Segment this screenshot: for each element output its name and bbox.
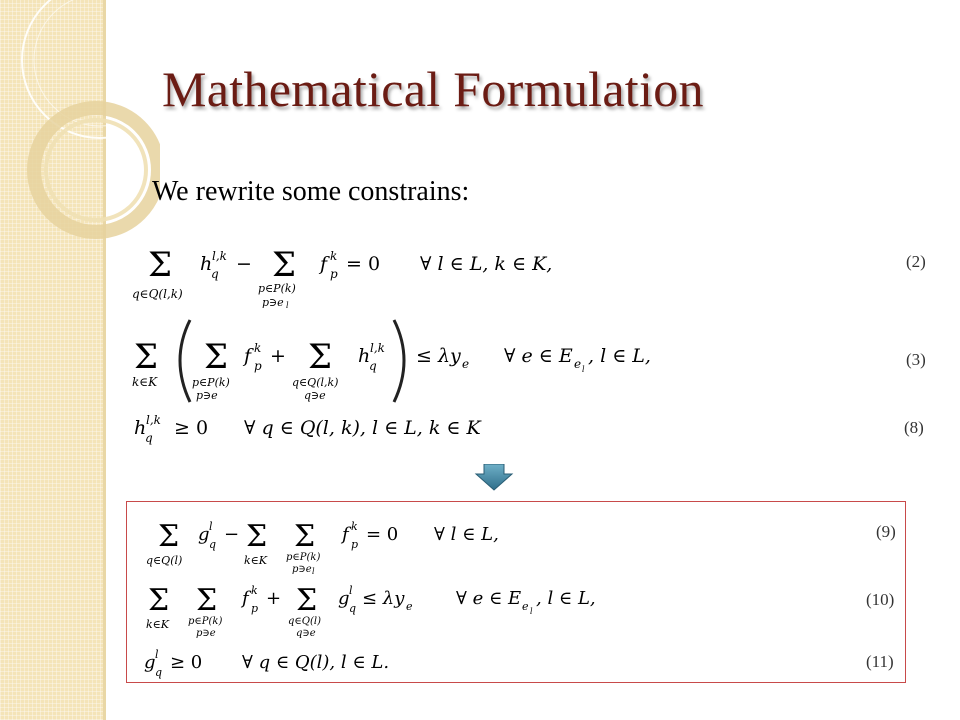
svg-text:q∈Q(l): q∈Q(l) bbox=[288, 616, 322, 627]
svg-text:q∈Q(l,k): q∈Q(l,k) bbox=[132, 287, 183, 301]
svg-text:q: q bbox=[211, 267, 219, 281]
svg-text:p∋e: p∋e bbox=[292, 564, 312, 575]
svg-text:∀ l ∈ L,: ∀ l ∈ L, bbox=[434, 524, 499, 545]
svg-text:p∈P(k): p∈P(k) bbox=[188, 616, 223, 627]
svg-text:Σ: Σ bbox=[204, 337, 229, 377]
svg-text:≤ λy: ≤ λy bbox=[416, 345, 461, 367]
svg-text:p: p bbox=[251, 602, 259, 615]
svg-text:q∋e: q∋e bbox=[304, 389, 326, 402]
equation-8-number: (8) bbox=[904, 418, 924, 437]
svg-text:p∈P(k): p∈P(k) bbox=[192, 376, 230, 389]
svg-text:≥ 0: ≥ 0 bbox=[174, 417, 209, 439]
svg-text:Σ: Σ bbox=[148, 245, 173, 285]
svg-text:Σ: Σ bbox=[158, 519, 180, 554]
svg-text:∀ e ∈ E: ∀ e ∈ E bbox=[504, 345, 573, 367]
svg-text:q: q bbox=[209, 538, 217, 551]
svg-text:Σ: Σ bbox=[246, 519, 268, 554]
svg-text:k∈K: k∈K bbox=[132, 375, 158, 389]
svg-text:f: f bbox=[320, 253, 328, 275]
svg-text:k: k bbox=[254, 341, 262, 355]
equation-9 bbox=[146, 512, 526, 582]
svg-text:q∋e: q∋e bbox=[296, 628, 316, 639]
svg-text:∀ q ∈ Q(l), l ∈ L.: ∀ q ∈ Q(l), l ∈ L. bbox=[242, 652, 390, 673]
svg-text:Σ: Σ bbox=[296, 583, 318, 618]
down-arrow-icon bbox=[474, 464, 514, 492]
svg-text:q: q bbox=[155, 666, 163, 679]
svg-text:g: g bbox=[144, 652, 156, 673]
svg-text:l: l bbox=[312, 567, 315, 576]
svg-text:h: h bbox=[200, 253, 213, 275]
equation-3 bbox=[132, 316, 692, 410]
equation-9-number: (9) bbox=[876, 522, 896, 541]
svg-text:l: l bbox=[155, 648, 159, 661]
svg-text:Σ: Σ bbox=[148, 583, 170, 618]
svg-text:Σ: Σ bbox=[272, 245, 297, 285]
equation-2 bbox=[132, 240, 592, 312]
svg-text:e: e bbox=[522, 600, 529, 613]
svg-text:k: k bbox=[330, 249, 338, 263]
svg-text:f: f bbox=[242, 588, 249, 609]
svg-text:e: e bbox=[406, 600, 413, 613]
decorative-side-band bbox=[0, 0, 106, 720]
svg-text:f: f bbox=[244, 345, 252, 367]
svg-text:∀ e ∈ E: ∀ e ∈ E bbox=[456, 588, 522, 609]
svg-text:q: q bbox=[145, 431, 153, 445]
svg-text:p∈P(k): p∈P(k) bbox=[286, 552, 321, 563]
svg-text:−: − bbox=[236, 253, 252, 275]
svg-text:∀ l ∈ L, k ∈ K,: ∀ l ∈ L, k ∈ K, bbox=[420, 253, 553, 275]
svg-text:l: l bbox=[209, 520, 213, 533]
svg-text:l: l bbox=[286, 301, 289, 308]
svg-text:Σ: Σ bbox=[134, 337, 159, 377]
svg-text:p: p bbox=[351, 538, 359, 551]
svg-text:e: e bbox=[462, 357, 470, 371]
svg-text:≥ 0: ≥ 0 bbox=[170, 652, 203, 673]
svg-text:l,k: l,k bbox=[370, 341, 385, 355]
svg-text:h: h bbox=[134, 417, 147, 439]
svg-text:k∈K: k∈K bbox=[146, 618, 170, 631]
svg-text:l: l bbox=[582, 365, 585, 374]
svg-text:Σ: Σ bbox=[308, 337, 333, 377]
svg-text:, l ∈ L,: , l ∈ L, bbox=[536, 588, 596, 609]
svg-text:l,k: l,k bbox=[212, 249, 227, 263]
svg-text:l: l bbox=[349, 584, 353, 597]
svg-text:e: e bbox=[574, 357, 582, 371]
svg-text:p∋e: p∋e bbox=[196, 628, 216, 639]
svg-text:+: + bbox=[270, 345, 286, 367]
svg-text:g: g bbox=[338, 588, 350, 609]
equation-3-number: (3) bbox=[906, 350, 926, 369]
svg-text:q∈Q(l,k): q∈Q(l,k) bbox=[292, 376, 339, 389]
equation-10 bbox=[146, 576, 626, 646]
svg-text:, l ∈ L,: , l ∈ L, bbox=[588, 345, 651, 367]
svg-text:Σ: Σ bbox=[196, 583, 218, 618]
equation-11-number: (11) bbox=[866, 652, 894, 671]
svg-text:p: p bbox=[330, 267, 338, 281]
intro-text: We rewrite some constrains: bbox=[152, 176, 470, 207]
equation-10-number: (10) bbox=[866, 590, 895, 609]
equation-11 bbox=[144, 646, 444, 684]
svg-text:f: f bbox=[342, 524, 349, 545]
svg-text:k: k bbox=[251, 584, 258, 597]
svg-text:+: + bbox=[266, 588, 282, 609]
svg-text:q: q bbox=[349, 602, 357, 615]
svg-text:l,k: l,k bbox=[146, 413, 161, 427]
svg-text:k: k bbox=[351, 520, 358, 533]
svg-text:≤ λy: ≤ λy bbox=[362, 588, 405, 609]
svg-text:l: l bbox=[530, 607, 533, 616]
svg-text:q∈Q(l): q∈Q(l) bbox=[146, 554, 183, 567]
svg-text:= 0: = 0 bbox=[346, 253, 381, 275]
svg-text:= 0: = 0 bbox=[366, 524, 399, 545]
svg-text:k∈K: k∈K bbox=[244, 554, 268, 567]
slide-title: Mathematical Formulation bbox=[162, 61, 704, 117]
svg-text:p∋e: p∋e bbox=[262, 296, 284, 308]
svg-text:h: h bbox=[358, 345, 371, 367]
svg-text:q: q bbox=[369, 359, 377, 373]
svg-text:Σ: Σ bbox=[294, 519, 316, 554]
svg-text:p∋e: p∋e bbox=[196, 389, 218, 402]
svg-text:−: − bbox=[224, 524, 240, 545]
svg-text:p: p bbox=[254, 359, 262, 373]
svg-text:g: g bbox=[198, 524, 210, 545]
svg-text:p∈P(k): p∈P(k) bbox=[258, 282, 296, 295]
equation-2-number: (2) bbox=[906, 252, 926, 271]
svg-text:∀ q ∈ Q(l, k), l ∈ L, k ∈ K: ∀ q ∈ Q(l, k), l ∈ L, k ∈ K bbox=[244, 417, 481, 439]
equation-8 bbox=[134, 410, 514, 450]
